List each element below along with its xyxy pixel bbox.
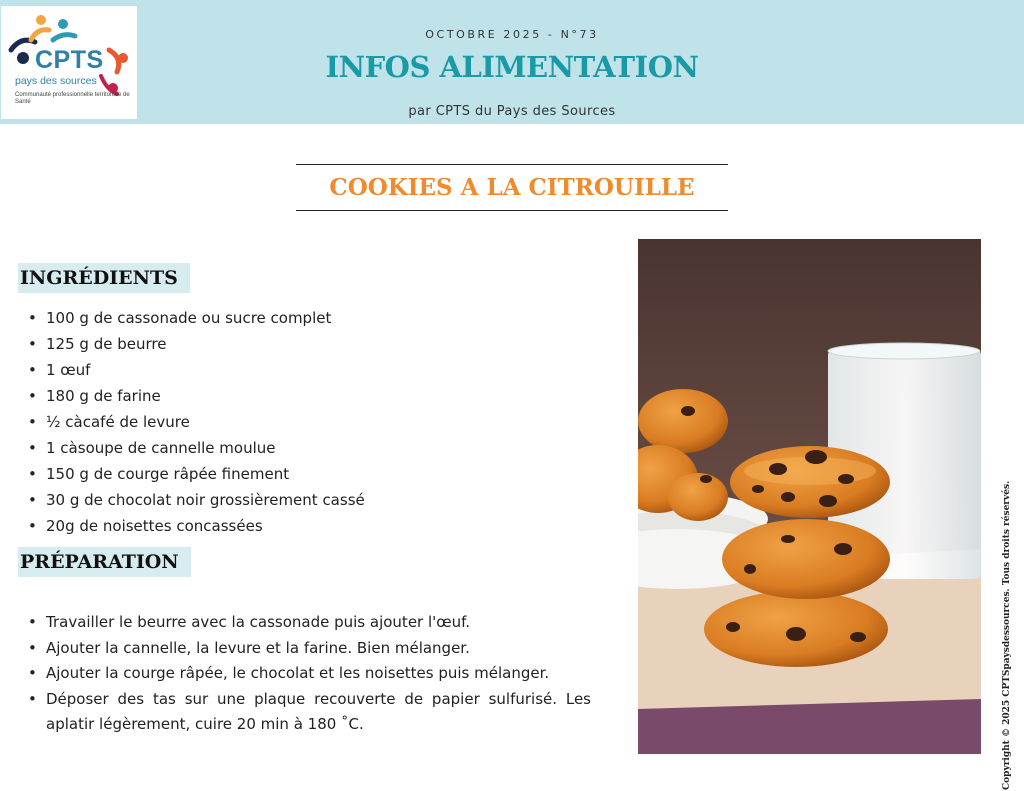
ingredient-item: • 1 càsoupe de cannelle moulue [18,435,418,461]
preparation-step: • Ajouter la courge râpée, le chocolat et les noisettes puis mélanger. [18,661,591,687]
ingredient-item: • 125 g de beurre [18,331,418,357]
newsletter-title: INFOS ALIMENTATION [325,50,699,84]
ingredient-item: • 1 œuf [18,357,418,383]
preparation-step: • Ajouter la cannelle, la levure et la farine. Bien mélanger. [18,636,591,662]
title-rule-bottom [296,210,728,211]
ingredient-item: • 20g de noisettes concassées [18,513,418,539]
ingredient-item: • 150 g de courge râpée finement [18,461,418,487]
logo-name: CPTS [35,46,104,74]
preparation-step: • Déposer des tas sur une plaque recouverte de papier sulfurisé. Les aplatir légèrement, cuire 20 min à 180 ˚C. [18,687,591,738]
ingredient-item: • 30 g de chocolat noir grossièrement cassé [18,487,418,513]
copyright-notice: Copyright © 2025 CPTSpaysdessources. Tous droits réservés. [1002,480,1012,790]
ingredient-item: • 100 g de cassonade ou sucre complet [18,305,418,331]
header-banner [0,0,1024,124]
byline: par CPTS du Pays des Sources [408,104,616,119]
ingredient-item: • ½ càcafé de levure [18,409,418,435]
preparation-heading: PRÉPARATION [18,547,191,577]
issue-label: OCTOBRE 2025 - N°73 [425,28,599,41]
recipe-title: COOKIES A LA CITROUILLE [329,174,695,201]
preparation-list [18,610,591,738]
ingredients-list [18,305,418,539]
logo-subtitle: pays des sources [15,75,97,87]
ingredients-heading: INGRÉDIENTS [18,263,190,293]
logo-description: Communauté professionnelle territoriale de Santé [15,92,130,105]
cookie-photo [638,239,981,754]
title-rule-top [296,164,728,165]
ingredient-item: • 180 g de farine [18,383,418,409]
preparation-step: • Travailler le beurre avec la cassonade puis ajouter l'œuf. [18,610,591,636]
